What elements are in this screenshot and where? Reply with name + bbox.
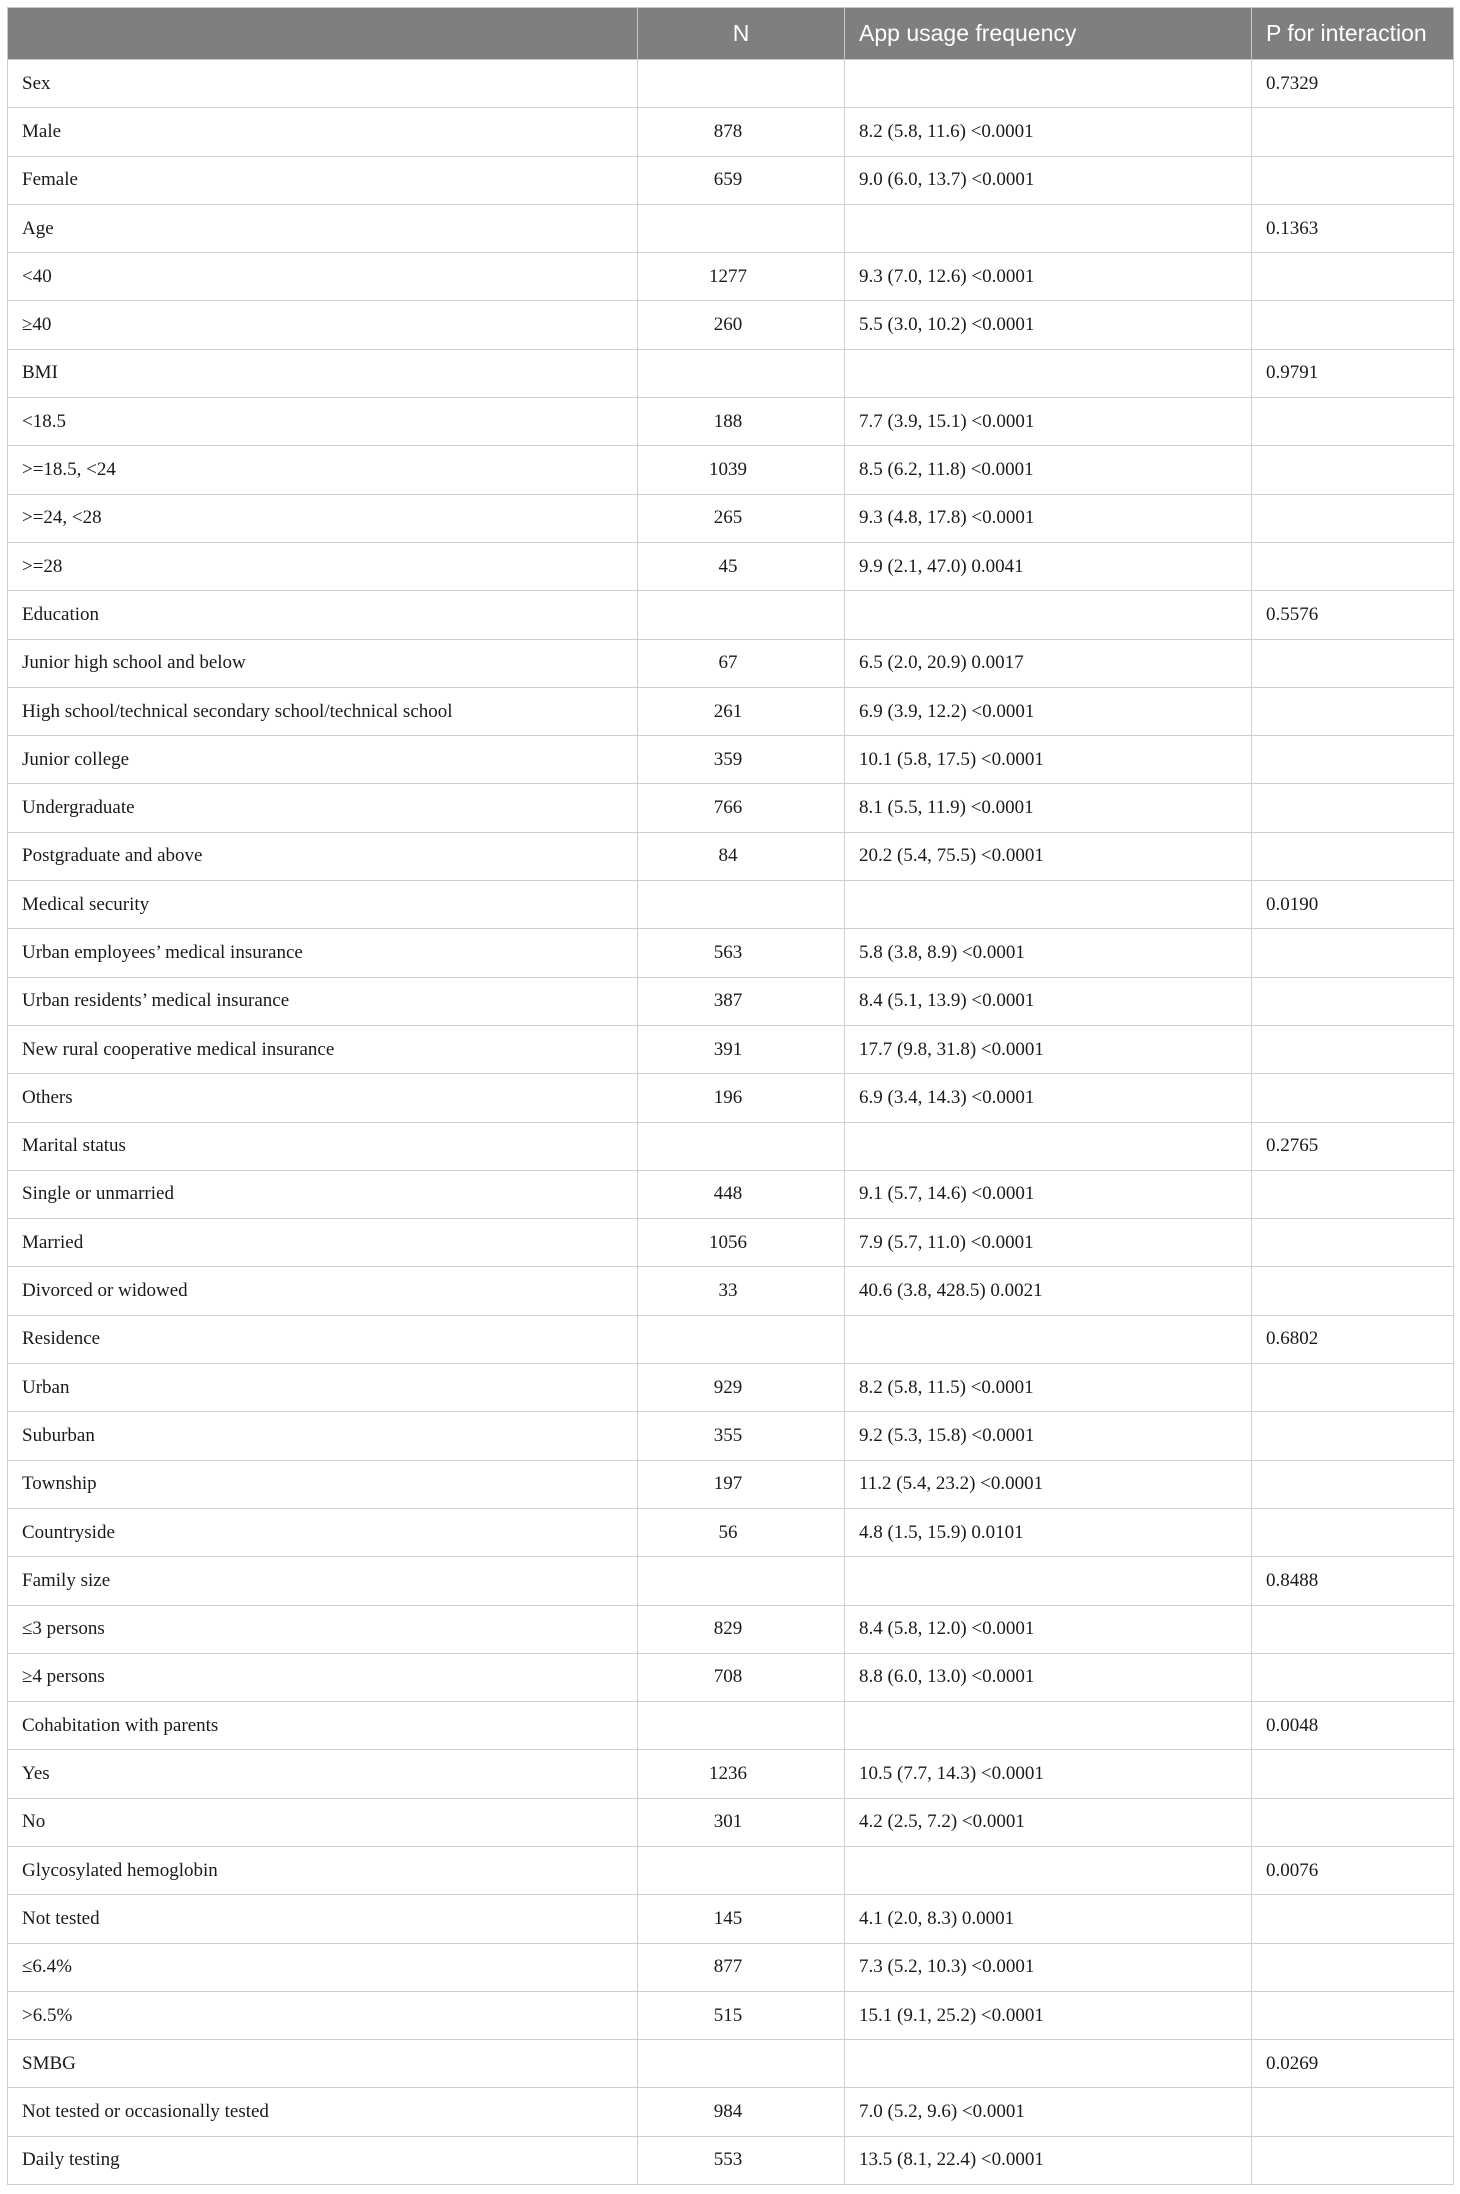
cell-app-usage-frequency: 9.2 (5.3, 15.8) <0.0001 xyxy=(845,1412,1252,1460)
cell-n: 708 xyxy=(638,1653,845,1701)
cell-n: 145 xyxy=(638,1895,845,1943)
table-group-row xyxy=(8,591,1454,639)
cell-app-usage-frequency: 15.1 (9.1, 25.2) <0.0001 xyxy=(845,1991,1252,2039)
cell-app-usage-frequency xyxy=(845,2040,1252,2088)
cell-variable: Age xyxy=(8,204,638,252)
cell-app-usage-frequency: 8.2 (5.8, 11.5) <0.0001 xyxy=(845,1364,1252,1412)
header-row xyxy=(8,8,1454,60)
cell-app-usage-frequency: 11.2 (5.4, 23.2) <0.0001 xyxy=(845,1460,1252,1508)
cell-variable: SMBG xyxy=(8,2040,638,2088)
cell-p-for-interaction: 0.8488 xyxy=(1252,1557,1454,1605)
cell-n xyxy=(638,2040,845,2088)
cell-n: 553 xyxy=(638,2136,845,2184)
cell-app-usage-frequency xyxy=(845,60,1252,108)
table-group-row xyxy=(8,1702,1454,1750)
header-n: N xyxy=(638,8,845,60)
cell-n: 84 xyxy=(638,832,845,880)
cell-app-usage-frequency: 17.7 (9.8, 31.8) <0.0001 xyxy=(845,1025,1252,1073)
cell-variable: >=24, <28 xyxy=(8,494,638,542)
cell-variable: >6.5% xyxy=(8,1991,638,2039)
cell-n: 261 xyxy=(638,687,845,735)
cell-variable: High school/technical secondary school/technical school xyxy=(8,687,638,735)
cell-app-usage-frequency xyxy=(845,881,1252,929)
table-row xyxy=(8,639,1454,687)
table-row xyxy=(8,1750,1454,1798)
cell-p-for-interaction xyxy=(1252,1219,1454,1267)
cell-app-usage-frequency: 7.7 (3.9, 15.1) <0.0001 xyxy=(845,398,1252,446)
cell-n: 878 xyxy=(638,108,845,156)
cell-app-usage-frequency: 4.2 (2.5, 7.2) <0.0001 xyxy=(845,1798,1252,1846)
cell-app-usage-frequency: 8.1 (5.5, 11.9) <0.0001 xyxy=(845,784,1252,832)
cell-n: 301 xyxy=(638,1798,845,1846)
cell-n: 766 xyxy=(638,784,845,832)
cell-p-for-interaction xyxy=(1252,1412,1454,1460)
table-row xyxy=(8,1267,1454,1315)
cell-app-usage-frequency: 9.3 (7.0, 12.6) <0.0001 xyxy=(845,253,1252,301)
cell-variable: Countryside xyxy=(8,1508,638,1556)
cell-n: 196 xyxy=(638,1074,845,1122)
cell-p-for-interaction xyxy=(1252,1750,1454,1798)
cell-app-usage-frequency: 8.2 (5.8, 11.6) <0.0001 xyxy=(845,108,1252,156)
cell-p-for-interaction: 0.0269 xyxy=(1252,2040,1454,2088)
cell-variable: New rural cooperative medical insurance xyxy=(8,1025,638,1073)
cell-variable: Not tested xyxy=(8,1895,638,1943)
cell-variable: Sex xyxy=(8,60,638,108)
cell-n: 877 xyxy=(638,1943,845,1991)
cell-n xyxy=(638,349,845,397)
table-row xyxy=(8,1364,1454,1412)
cell-n xyxy=(638,1315,845,1363)
table-row xyxy=(8,1991,1454,2039)
cell-app-usage-frequency: 7.3 (5.2, 10.3) <0.0001 xyxy=(845,1943,1252,1991)
cell-app-usage-frequency: 9.3 (4.8, 17.8) <0.0001 xyxy=(845,494,1252,542)
cell-p-for-interaction: 0.6802 xyxy=(1252,1315,1454,1363)
cell-p-for-interaction xyxy=(1252,1364,1454,1412)
cell-app-usage-frequency xyxy=(845,1315,1252,1363)
cell-p-for-interaction xyxy=(1252,1798,1454,1846)
cell-app-usage-frequency: 13.5 (8.1, 22.4) <0.0001 xyxy=(845,2136,1252,2184)
cell-app-usage-frequency: 9.1 (5.7, 14.6) <0.0001 xyxy=(845,1170,1252,1218)
table-container xyxy=(7,7,1453,2185)
cell-n: 563 xyxy=(638,929,845,977)
table-row xyxy=(8,977,1454,1025)
cell-variable: Postgraduate and above xyxy=(8,832,638,880)
cell-p-for-interaction xyxy=(1252,156,1454,204)
table-row xyxy=(8,1412,1454,1460)
table-row xyxy=(8,301,1454,349)
table-row xyxy=(8,1170,1454,1218)
header-variable xyxy=(8,8,638,60)
table-row xyxy=(8,494,1454,542)
cell-app-usage-frequency: 7.0 (5.2, 9.6) <0.0001 xyxy=(845,2088,1252,2136)
cell-p-for-interaction: 0.2765 xyxy=(1252,1122,1454,1170)
cell-p-for-interaction xyxy=(1252,1074,1454,1122)
table-row xyxy=(8,2136,1454,2184)
table-row xyxy=(8,1074,1454,1122)
cell-p-for-interaction xyxy=(1252,1170,1454,1218)
table-group-row xyxy=(8,1846,1454,1894)
cell-variable: Junior high school and below xyxy=(8,639,638,687)
cell-variable: Medical security xyxy=(8,881,638,929)
table-group-row xyxy=(8,1557,1454,1605)
cell-variable: Not tested or occasionally tested xyxy=(8,2088,638,2136)
cell-p-for-interaction xyxy=(1252,784,1454,832)
cell-n: 197 xyxy=(638,1460,845,1508)
cell-p-for-interaction: 0.5576 xyxy=(1252,591,1454,639)
cell-variable: ≥40 xyxy=(8,301,638,349)
table-row xyxy=(8,832,1454,880)
cell-p-for-interaction xyxy=(1252,1605,1454,1653)
table-body xyxy=(8,60,1454,2185)
cell-n: 359 xyxy=(638,736,845,784)
cell-p-for-interaction xyxy=(1252,929,1454,977)
cell-p-for-interaction xyxy=(1252,446,1454,494)
cell-variable: ≤6.4% xyxy=(8,1943,638,1991)
table-row xyxy=(8,2088,1454,2136)
cell-variable: Marital status xyxy=(8,1122,638,1170)
cell-variable: Married xyxy=(8,1219,638,1267)
cell-n: 659 xyxy=(638,156,845,204)
cell-p-for-interaction xyxy=(1252,108,1454,156)
cell-variable: ≥4 persons xyxy=(8,1653,638,1701)
cell-n xyxy=(638,591,845,639)
cell-app-usage-frequency: 8.4 (5.8, 12.0) <0.0001 xyxy=(845,1605,1252,1653)
cell-p-for-interaction xyxy=(1252,639,1454,687)
cell-app-usage-frequency: 20.2 (5.4, 75.5) <0.0001 xyxy=(845,832,1252,880)
cell-variable: Urban xyxy=(8,1364,638,1412)
cell-variable: Residence xyxy=(8,1315,638,1363)
cell-variable: Single or unmarried xyxy=(8,1170,638,1218)
cell-p-for-interaction xyxy=(1252,1267,1454,1315)
cell-app-usage-frequency: 7.9 (5.7, 11.0) <0.0001 xyxy=(845,1219,1252,1267)
table-row xyxy=(8,784,1454,832)
cell-p-for-interaction xyxy=(1252,1653,1454,1701)
cell-p-for-interaction xyxy=(1252,687,1454,735)
table-row xyxy=(8,1025,1454,1073)
cell-variable: Undergraduate xyxy=(8,784,638,832)
cell-app-usage-frequency: 10.5 (7.7, 14.3) <0.0001 xyxy=(845,1750,1252,1798)
cell-variable: BMI xyxy=(8,349,638,397)
cell-app-usage-frequency xyxy=(845,1557,1252,1605)
cell-p-for-interaction xyxy=(1252,977,1454,1025)
cell-p-for-interaction: 0.1363 xyxy=(1252,204,1454,252)
cell-app-usage-frequency xyxy=(845,349,1252,397)
header-app-usage-frequency: App usage frequency xyxy=(845,8,1252,60)
table-row xyxy=(8,1895,1454,1943)
cell-p-for-interaction xyxy=(1252,832,1454,880)
cell-app-usage-frequency: 8.8 (6.0, 13.0) <0.0001 xyxy=(845,1653,1252,1701)
cell-variable: No xyxy=(8,1798,638,1846)
cell-app-usage-frequency: 8.5 (6.2, 11.8) <0.0001 xyxy=(845,446,1252,494)
cell-variable: Education xyxy=(8,591,638,639)
table-row xyxy=(8,929,1454,977)
cell-p-for-interaction xyxy=(1252,2088,1454,2136)
table-row xyxy=(8,1508,1454,1556)
cell-n xyxy=(638,1557,845,1605)
cell-n: 387 xyxy=(638,977,845,1025)
cell-p-for-interaction xyxy=(1252,301,1454,349)
cell-n: 829 xyxy=(638,1605,845,1653)
cell-variable: Daily testing xyxy=(8,2136,638,2184)
cell-variable: Suburban xyxy=(8,1412,638,1460)
cell-variable: Township xyxy=(8,1460,638,1508)
cell-n: 67 xyxy=(638,639,845,687)
cell-p-for-interaction xyxy=(1252,398,1454,446)
cell-variable: >=28 xyxy=(8,542,638,590)
cell-p-for-interaction xyxy=(1252,1025,1454,1073)
cell-p-for-interaction: 0.7329 xyxy=(1252,60,1454,108)
cell-n: 448 xyxy=(638,1170,845,1218)
cell-app-usage-frequency: 6.5 (2.0, 20.9) 0.0017 xyxy=(845,639,1252,687)
table-row xyxy=(8,156,1454,204)
header-p-for-interaction: P for interaction xyxy=(1252,8,1454,60)
table-group-row xyxy=(8,60,1454,108)
cell-n: 33 xyxy=(638,1267,845,1315)
table-group-row xyxy=(8,204,1454,252)
cell-app-usage-frequency: 10.1 (5.8, 17.5) <0.0001 xyxy=(845,736,1252,784)
cell-n xyxy=(638,60,845,108)
cell-n xyxy=(638,204,845,252)
cell-variable: >=18.5, <24 xyxy=(8,446,638,494)
table-row xyxy=(8,108,1454,156)
cell-n: 56 xyxy=(638,1508,845,1556)
cell-app-usage-frequency: 40.6 (3.8, 428.5) 0.0021 xyxy=(845,1267,1252,1315)
cell-variable: Female xyxy=(8,156,638,204)
cell-p-for-interaction xyxy=(1252,1991,1454,2039)
table-row xyxy=(8,398,1454,446)
cell-app-usage-frequency xyxy=(845,204,1252,252)
table-row xyxy=(8,1460,1454,1508)
cell-n: 1236 xyxy=(638,1750,845,1798)
cell-variable: ≤3 persons xyxy=(8,1605,638,1653)
cell-p-for-interaction xyxy=(1252,253,1454,301)
cell-n xyxy=(638,1846,845,1894)
table-group-row xyxy=(8,2040,1454,2088)
table-row xyxy=(8,253,1454,301)
cell-p-for-interaction: 0.0190 xyxy=(1252,881,1454,929)
cell-p-for-interaction xyxy=(1252,1508,1454,1556)
cell-n: 265 xyxy=(638,494,845,542)
table-row xyxy=(8,446,1454,494)
cell-variable: Yes xyxy=(8,1750,638,1798)
cell-n: 355 xyxy=(638,1412,845,1460)
cell-n: 1039 xyxy=(638,446,845,494)
cell-variable: Others xyxy=(8,1074,638,1122)
cell-app-usage-frequency xyxy=(845,1846,1252,1894)
cell-variable: Male xyxy=(8,108,638,156)
cell-n: 188 xyxy=(638,398,845,446)
cell-p-for-interaction: 0.0076 xyxy=(1252,1846,1454,1894)
cell-variable: Junior college xyxy=(8,736,638,784)
cell-p-for-interaction xyxy=(1252,542,1454,590)
table-row xyxy=(8,1219,1454,1267)
cell-app-usage-frequency: 8.4 (5.1, 13.9) <0.0001 xyxy=(845,977,1252,1025)
cell-n: 260 xyxy=(638,301,845,349)
cell-app-usage-frequency: 9.9 (2.1, 47.0) 0.0041 xyxy=(845,542,1252,590)
table-group-row xyxy=(8,1315,1454,1363)
table-row xyxy=(8,1798,1454,1846)
cell-n xyxy=(638,1702,845,1750)
cell-n: 929 xyxy=(638,1364,845,1412)
cell-variable: Urban residents’ medical insurance xyxy=(8,977,638,1025)
cell-p-for-interaction: 0.9791 xyxy=(1252,349,1454,397)
cell-n: 515 xyxy=(638,1991,845,2039)
cell-app-usage-frequency: 6.9 (3.9, 12.2) <0.0001 xyxy=(845,687,1252,735)
cell-variable: Family size xyxy=(8,1557,638,1605)
cell-app-usage-frequency: 9.0 (6.0, 13.7) <0.0001 xyxy=(845,156,1252,204)
cell-app-usage-frequency: 5.8 (3.8, 8.9) <0.0001 xyxy=(845,929,1252,977)
cell-n: 1056 xyxy=(638,1219,845,1267)
table-group-row xyxy=(8,881,1454,929)
cell-app-usage-frequency xyxy=(845,591,1252,639)
cell-variable: Glycosylated hemoglobin xyxy=(8,1846,638,1894)
interaction-table xyxy=(7,7,1454,2185)
cell-n: 984 xyxy=(638,2088,845,2136)
cell-p-for-interaction xyxy=(1252,494,1454,542)
cell-n xyxy=(638,881,845,929)
cell-app-usage-frequency: 5.5 (3.0, 10.2) <0.0001 xyxy=(845,301,1252,349)
table-row xyxy=(8,736,1454,784)
table-group-row xyxy=(8,1122,1454,1170)
cell-n xyxy=(638,1122,845,1170)
cell-n: 391 xyxy=(638,1025,845,1073)
cell-p-for-interaction xyxy=(1252,736,1454,784)
cell-variable: <40 xyxy=(8,253,638,301)
cell-variable: Cohabitation with parents xyxy=(8,1702,638,1750)
cell-variable: <18.5 xyxy=(8,398,638,446)
table-row xyxy=(8,1943,1454,1991)
table-row xyxy=(8,1605,1454,1653)
cell-variable: Urban employees’ medical insurance xyxy=(8,929,638,977)
cell-p-for-interaction xyxy=(1252,2136,1454,2184)
cell-p-for-interaction xyxy=(1252,1895,1454,1943)
cell-variable: Divorced or widowed xyxy=(8,1267,638,1315)
table-row xyxy=(8,1653,1454,1701)
cell-app-usage-frequency xyxy=(845,1702,1252,1750)
table-row xyxy=(8,687,1454,735)
cell-n: 45 xyxy=(638,542,845,590)
cell-p-for-interaction: 0.0048 xyxy=(1252,1702,1454,1750)
cell-app-usage-frequency: 4.1 (2.0, 8.3) 0.0001 xyxy=(845,1895,1252,1943)
table-group-row xyxy=(8,349,1454,397)
table-row xyxy=(8,542,1454,590)
cell-p-for-interaction xyxy=(1252,1943,1454,1991)
cell-n: 1277 xyxy=(638,253,845,301)
cell-app-usage-frequency: 6.9 (3.4, 14.3) <0.0001 xyxy=(845,1074,1252,1122)
cell-p-for-interaction xyxy=(1252,1460,1454,1508)
cell-app-usage-frequency xyxy=(845,1122,1252,1170)
cell-app-usage-frequency: 4.8 (1.5, 15.9) 0.0101 xyxy=(845,1508,1252,1556)
